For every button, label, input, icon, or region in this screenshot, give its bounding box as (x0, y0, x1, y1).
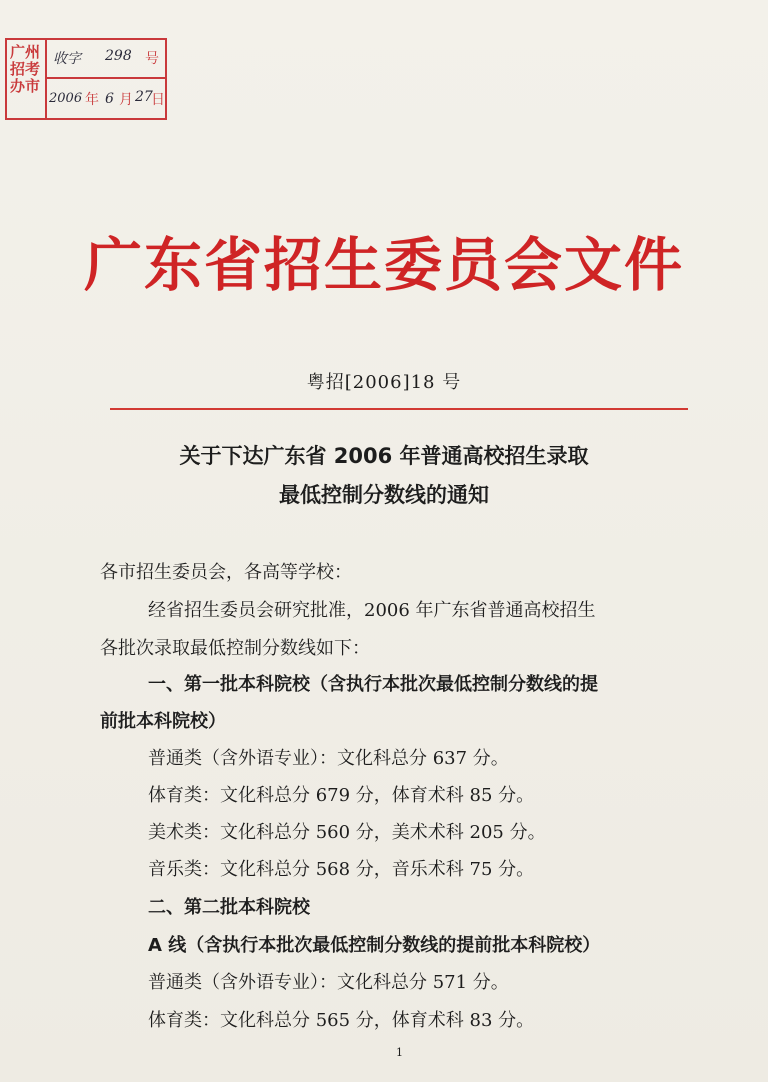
s2-item-sports: 体育类：文化科总分 565 分，体育术科 83 分。 (148, 1010, 535, 1031)
stamp-month-suffix: 月 (119, 92, 133, 108)
stamp-year-suffix: 年 (85, 92, 99, 108)
stamp-doc-suffix: 号 (145, 51, 159, 67)
stamp-day: 27 (135, 89, 153, 105)
red-divider (110, 408, 688, 410)
s1-item-sports: 体育类：文化科总分 679 分，体育术科 85 分。 (148, 785, 535, 806)
stamp-year: 2006 (49, 91, 83, 106)
stamp-date-row (47, 79, 165, 118)
document-title: 广东省招生委员会文件 (83, 231, 684, 299)
subject-line-1: 关于下达广东省 2006 年普通高校招生录取 (179, 444, 589, 468)
receipt-stamp (5, 38, 167, 120)
subject-line-2: 最低控制分数线的通知 (279, 483, 489, 507)
stamp-organization: 广州招考办市 (7, 40, 47, 118)
stamp-day-suffix: 日 (151, 92, 165, 108)
intro-line-1: 经省招生委员会研究批准，2006 年广东省普通高校招生 (148, 600, 596, 621)
intro-line-2: 各批次录取最低控制分数线如下： (100, 638, 370, 659)
document-number: 粤招[2006]18 号 (306, 372, 462, 393)
salutation: 各市招生委员会，各高等学校： (100, 562, 352, 583)
s1-item-art: 美术类：文化科总分 560 分，美术术科 205 分。 (148, 822, 546, 843)
section1-heading-line-1: 一、第一批本科院校（含执行本批次最低控制分数线的提 (148, 674, 598, 695)
section1-heading-line-2: 前批本科院校） (100, 711, 226, 732)
s1-item-music: 音乐类：文化科总分 568 分，音乐术科 75 分。 (148, 859, 535, 880)
stamp-doc-prefix: 收字 (53, 51, 81, 67)
section2-heading: 二、第二批本科院校 (148, 897, 310, 918)
stamp-month: 6 (105, 91, 114, 107)
page-number: 1 (396, 1046, 403, 1059)
stamp-doc-number: 298 (105, 48, 132, 64)
s1-item-general: 普通类（含外语专业）：文化科总分 637 分。 (148, 748, 509, 769)
section2-subheading: A 线（含执行本批次最低控制分数线的提前批本科院校） (148, 935, 601, 956)
stamp-number-row (47, 40, 165, 79)
s2-item-general: 普通类（含外语专业）：文化科总分 571 分。 (148, 972, 509, 993)
